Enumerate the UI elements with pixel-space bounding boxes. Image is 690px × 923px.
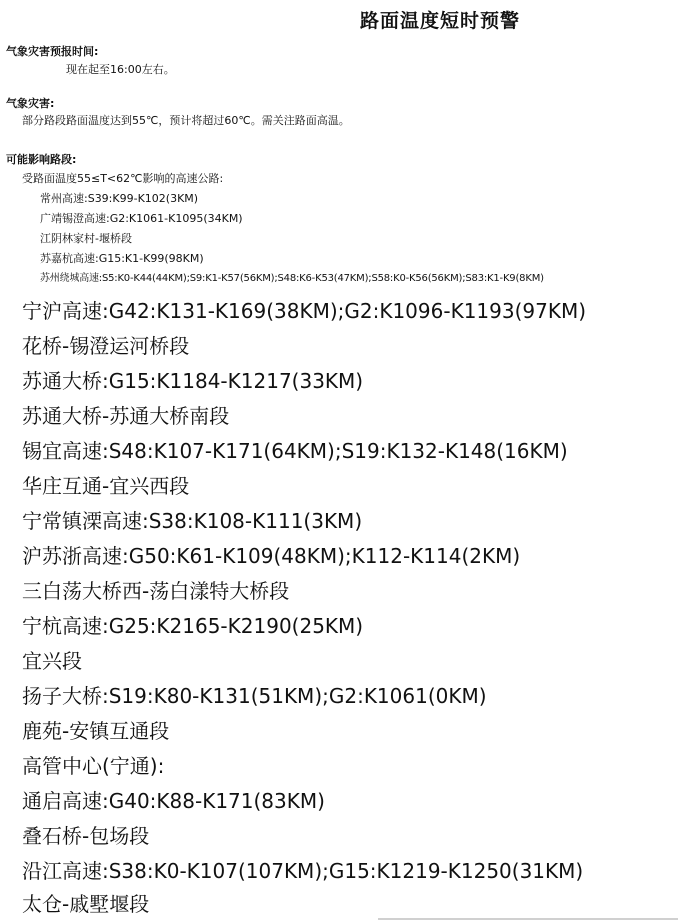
page-title: 路面温度短时预警 — [360, 10, 521, 32]
large-road-item: 太仓-戚墅堰段 — [22, 892, 150, 916]
large-road-item: 华庄互通-宜兴西段 — [22, 474, 190, 498]
hazard-heading: 气象灾害: — [6, 97, 55, 110]
small-road-item: 苏州绕城高速:S5:K0-K44(44KM);S9:K1-K57(56KM);S48:K6-K53(47KM);S58:K0-K56(56KM);S83:K1-K9(8KM) — [40, 273, 544, 284]
affected-intro: 受路面温度55≤T<62℃影响的高速公路: — [22, 172, 224, 185]
small-road-item: 常州高速:S39:K99-K102(3KM) — [40, 192, 199, 205]
large-road-item: 苏通大桥-苏通大桥南段 — [22, 404, 230, 428]
large-road-item: 宜兴段 — [22, 649, 82, 673]
large-road-item: 高管中心(宁通): — [22, 754, 165, 778]
large-road-item: 通启高速:G40:K88-K171(83KM) — [22, 789, 325, 813]
small-road-item: 广靖锡澄高速:G2:K1061-K1095(34KM) — [40, 212, 243, 225]
bottom-divider — [378, 918, 678, 920]
large-road-item: 三白荡大桥西-荡白漾特大桥段 — [22, 579, 290, 603]
affected-heading: 可能影响路段: — [6, 153, 77, 166]
large-road-item: 扬子大桥:S19:K80-K131(51KM);G2:K1061(0KM) — [22, 684, 487, 708]
hazard-text: 部分路段路面温度达到55℃，预计将超过60℃。需关注路面高温。 — [22, 114, 350, 127]
large-road-item: 宁沪高速:G42:K131-K169(38KM);G2:K1096-K1193(97KM) — [22, 299, 587, 323]
large-road-item: 鹿苑-安镇互通段 — [22, 719, 170, 743]
large-road-item: 锡宜高速:S48:K107-K171(64KM);S19:K132-K148(16KM) — [22, 439, 568, 463]
forecast-time-heading: 气象灾害预报时间: — [6, 45, 99, 58]
forecast-time-text: 现在起至16:00左右。 — [66, 63, 175, 76]
large-road-item: 沿江高速:S38:K0-K107(107KM);G15:K1219-K1250(31KM) — [22, 859, 584, 883]
large-road-item: 花桥-锡澄运河桥段 — [22, 334, 190, 358]
large-road-item: 叠石桥-包场段 — [22, 824, 150, 848]
large-road-item: 苏通大桥:G15:K1184-K1217(33KM) — [22, 369, 364, 393]
small-road-item: 江阴林家村-堰桥段 — [40, 232, 132, 245]
small-road-item: 苏嘉杭高速:G15:K1-K99(98KM) — [40, 252, 204, 265]
large-road-item: 宁常镇溧高速:S38:K108-K111(3KM) — [22, 509, 363, 533]
large-road-item: 宁杭高速:G25:K2165-K2190(25KM) — [22, 614, 364, 638]
large-road-item: 沪苏浙高速:G50:K61-K109(48KM);K112-K114(2KM) — [22, 544, 521, 568]
